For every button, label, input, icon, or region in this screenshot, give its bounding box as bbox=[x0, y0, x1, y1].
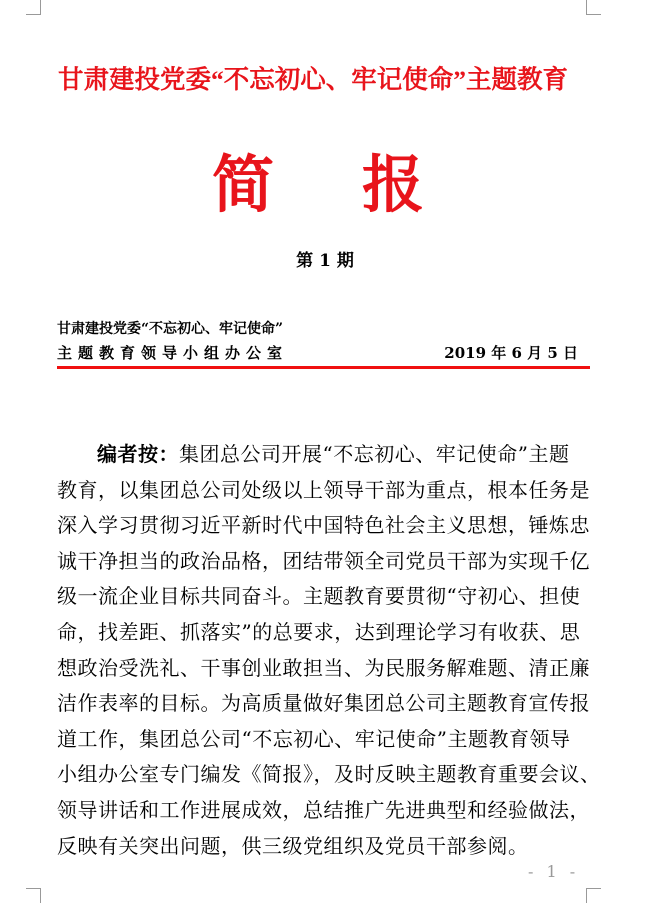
issue-number: 第 1 期 bbox=[296, 251, 354, 271]
editor-note bbox=[57, 437, 601, 864]
paragraph-line: 命，找差距、抓落实”的总要求，达到理论学习有收获、思 bbox=[57, 619, 581, 644]
brief-char: 报 bbox=[362, 148, 425, 221]
paragraph-line: 教育，以集团总公司处级以上领导干部为重点，根本任务是 bbox=[57, 477, 590, 502]
paragraph-line: 反映有关突出问题，供三级党组织及党员干部参阅。 bbox=[57, 833, 529, 858]
brief-char: 简 bbox=[212, 148, 275, 221]
paragraph-line bbox=[57, 437, 597, 473]
paragraph-text: 集团总公司开展“不忘初心、牢记使命”主题 bbox=[179, 442, 570, 466]
paragraph-line: 道工作，集团总公司“不忘初心、牢记使命”主题教育领导 bbox=[57, 726, 571, 751]
paragraph-line: 洁作表率的目标。为高质量做好集团总公司主题教育宣传报 bbox=[57, 691, 590, 716]
crop-mark-top-right bbox=[586, 0, 601, 15]
crop-mark-top-left bbox=[26, 0, 41, 15]
document-title: 甘肃建投党委“不忘初心、牢记使命”主题教育 bbox=[58, 65, 569, 94]
issuer-line-1: 甘肃建投党委“不忘初心、牢记使命” bbox=[57, 321, 284, 337]
paragraph-line: 深入学习贯彻习近平新时代中国特色社会主义思想，锤炼忠 bbox=[57, 513, 590, 538]
red-divider bbox=[57, 366, 590, 369]
paragraph-line: 诚干净担当的政治品格，团结带领全司党员干部为实现千亿 bbox=[57, 548, 590, 573]
crop-mark-bottom-right bbox=[586, 888, 601, 903]
paragraph-line: 领导讲话和工作进展成效，总结推广先进典型和经验做法， bbox=[57, 797, 590, 822]
crop-mark-bottom-left bbox=[26, 888, 41, 903]
brief-heading bbox=[0, 135, 650, 221]
paragraph-line: 想政治受洗礼、干事创业敢担当、为民服务解难题、清正廉 bbox=[57, 655, 590, 680]
page-number: - 1 - bbox=[528, 862, 580, 881]
paragraph-line: 级一流企业目标共同奋斗。主题教育要贯彻“守初心、担使 bbox=[57, 584, 581, 609]
issuer-line-2: 主题教育领导小组办公室 bbox=[57, 344, 289, 362]
editor-note-label: 编者按： bbox=[97, 442, 179, 466]
issue-date: 2019 年 6 月 5 日 bbox=[444, 344, 578, 362]
paragraph-line: 小组办公室专门编发《简报》，及时反映主题教育重要会议、 bbox=[57, 762, 601, 787]
